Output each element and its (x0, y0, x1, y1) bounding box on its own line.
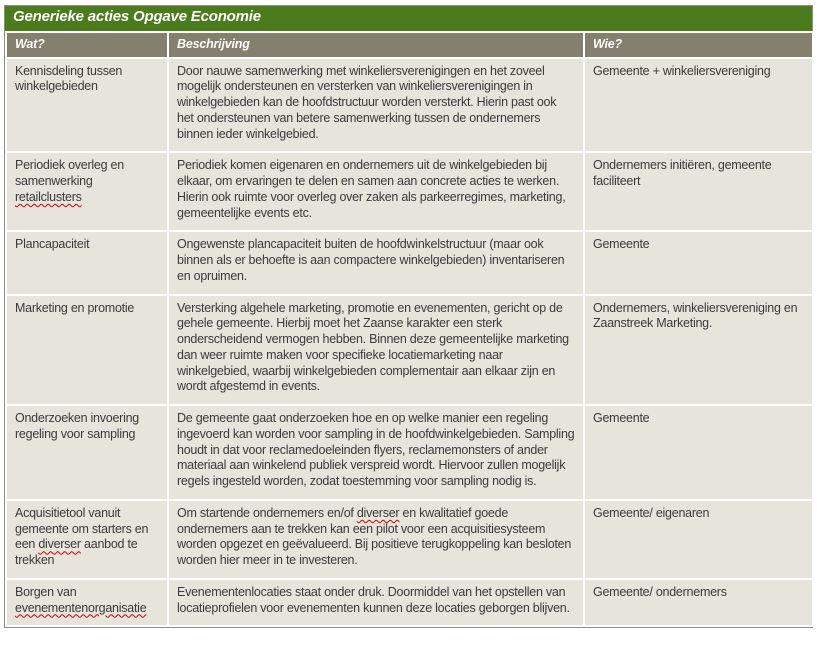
misspelled-word: diverser (356, 505, 400, 520)
table-row (7, 153, 812, 230)
cell-beschrijving: Evenementenlocaties staat onder druk. Doormiddel van het opstellen van locatieprofielen voor evenementen kunnen deze locaties geborgen blijven. (169, 580, 583, 626)
header-row (7, 33, 812, 57)
table-row (7, 296, 812, 405)
table-row (7, 501, 812, 578)
cell-wie: Gemeente/ eigenaren (585, 501, 812, 578)
column-header-beschrijving: Beschrijving (169, 33, 583, 57)
cell-wie: Gemeente + winkeliersvereniging (585, 59, 812, 152)
column-header-wie: Wie? (585, 33, 812, 57)
table-row (7, 406, 812, 499)
cell-beschrijving: De gemeente gaat onderzoeken hoe en op welke manier een regeling ingevoerd kan worden voor sampling in de hoofdwinkelgebieden. Sampling houdt in dat voor reclamedoeleinden flyers, reclamemonsters of ander materiaal aan winkelend publiek verspreid wordt. Hiervoor zullen mogelijk regels ingesteld worden, zodat toestemming voor sampling nodig is. (169, 406, 583, 499)
cell-wat: Borgen van evenementenorganisatie (7, 580, 167, 626)
cell-wat: Periodiek overleg en samenwerking retailclusters (7, 153, 167, 230)
column-header-wat: Wat? (7, 33, 167, 57)
table-row (7, 580, 812, 626)
cell-wie: Ondernemers, winkeliersvereniging en Zaanstreek Marketing. (585, 296, 812, 405)
misspelled-word: evenementenorganisatie (15, 600, 147, 615)
table-body (7, 59, 812, 626)
table-row (7, 232, 812, 293)
table-title: Generieke acties Opgave Economie (13, 8, 261, 25)
misspelled-word: diverser (38, 537, 81, 552)
cell-beschrijving: Ongewenste plancapaciteit buiten de hoofdwinkelstructuur (maar ook binnen als er behoefte is aan compactere winkelgebieden) inventariseren en opruimen. (169, 232, 583, 293)
cell-wie: Ondernemers initiëren, gemeente faciliteert (585, 153, 812, 230)
table-title-bar (5, 6, 812, 31)
cell-beschrijving: Versterking algehele marketing, promotie en evenementen, gericht op de gehele gemeente. Hierbij moet het Zaanse karakter een sterk onderscheidend vermogen hebben. Binnen deze gemeentelijke marketing dan weer ruimte maken voor specifieke locatiemarketing naar winkelgebied, waarbij winkelgebieden complementair aan elkaar zijn en wordt afgestemd in events. (169, 296, 583, 405)
misspelled-word: retailclusters (15, 189, 82, 204)
table-row (7, 59, 812, 152)
cell-wie: Gemeente (585, 232, 812, 293)
cell-beschrijving: Periodiek komen eigenaren en ondernemers uit de winkelgebieden bij elkaar, om ervaringen te delen en samen aan concrete acties te werken. Hierin ook ruimte voor overleg over zaken als parkeerregimes, marketing, gemeentelijke events etc. (169, 153, 583, 230)
cell-wie: Gemeente (585, 406, 812, 499)
cell-wat: Acquisitietool vanuit gemeente om starters en een diverser aanbod te trekken (7, 501, 167, 578)
cell-beschrijving: Door nauwe samenwerking met winkeliersverenigingen en het zoveel mogelijk ondersteunen en versterken van winkeliersverenigingen in winkelgebieden kan de hoofdstructuur worden versterkt. Hierin past ook het ondersteunen van betere samenwerking tussen de ondernemers binnen ieder winkelgebied. (169, 59, 583, 152)
cell-beschrijving: Om startende ondernemers en/of diverser en kwalitatief goede ondernemers aan te trekken kan een pilot voor een acquisitiesysteem worden opgezet en geëvalueerd. Bij positieve terugkoppeling kan besloten worden hier meer in te investeren. (169, 501, 583, 578)
cell-wat: Marketing en promotie (7, 296, 167, 405)
cell-wat: Onderzoeken invoering regeling voor sampling (7, 406, 167, 499)
cell-wat: Plancapaciteit (7, 232, 167, 293)
cell-wat: Kennisdeling tussen winkelgebieden (7, 59, 167, 152)
actions-grid (5, 31, 814, 628)
actions-table (4, 5, 813, 628)
cell-wie: Gemeente/ ondernemers (585, 580, 812, 626)
